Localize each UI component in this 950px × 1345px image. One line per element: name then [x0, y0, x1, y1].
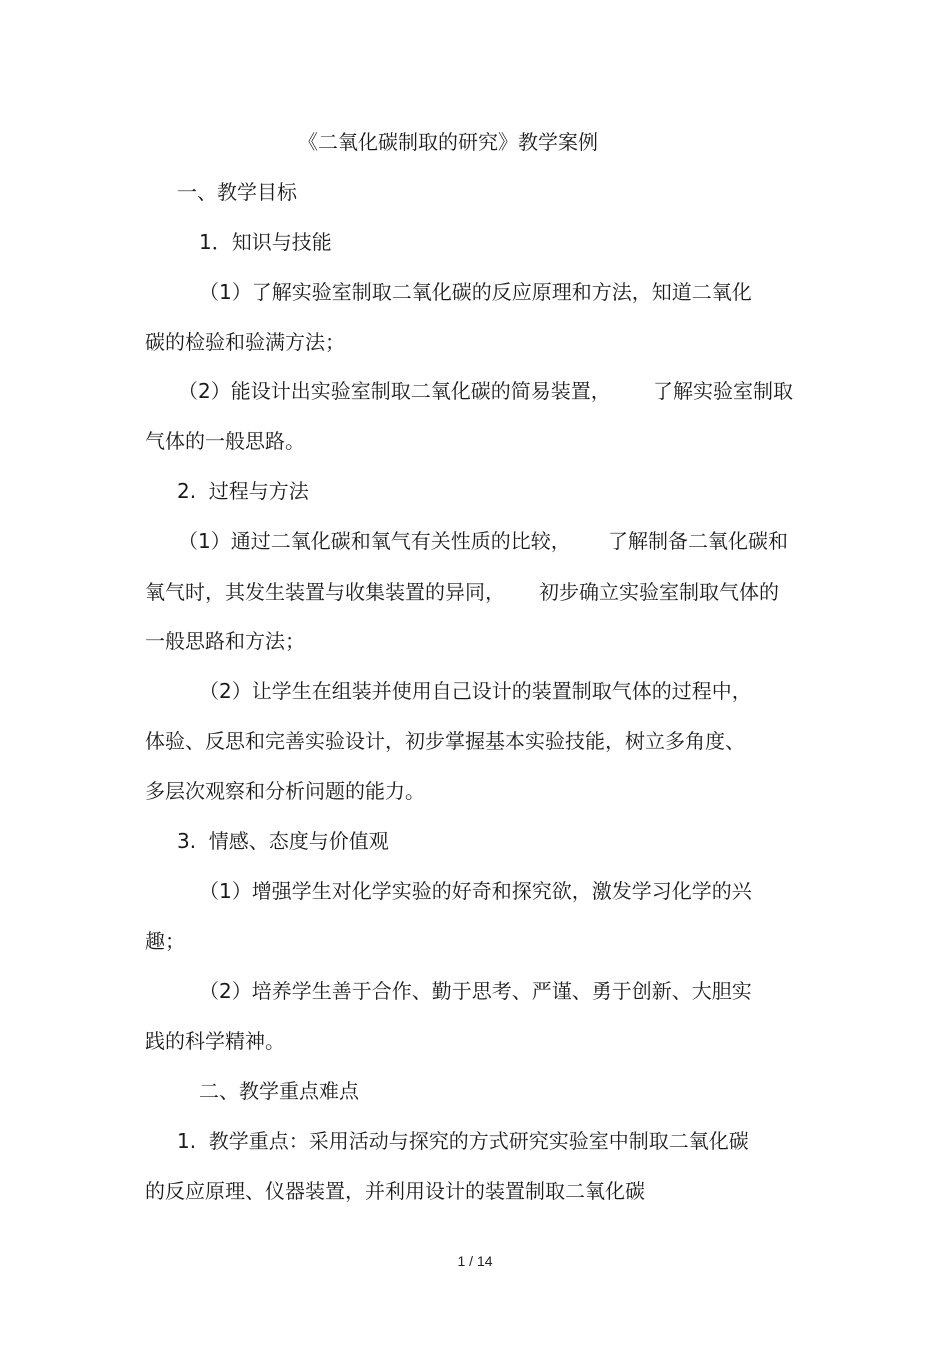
- paragraph-line: （1）通过二氧化碳和氧气有关性质的比较，: [178, 529, 571, 553]
- paragraph-line: 了解制备二氧化碳和: [608, 529, 788, 553]
- paragraph-line: 氧气时，其发生装置与收集装置的异同，: [145, 580, 505, 604]
- paragraph-line: 气体的一般思路。: [145, 429, 305, 453]
- subsection-heading: 1．知识与技能: [199, 230, 332, 254]
- paragraph-line: （2）让学生在组装并使用自己设计的装置制取气体的过程中，: [199, 679, 752, 703]
- paragraph-line: （1）增强学生对化学实验的好奇和探究欲，激发学习化学的兴: [199, 879, 752, 903]
- section-heading: 二、教学重点难点: [199, 1079, 359, 1103]
- subsection-heading: 2. 过程与方法: [177, 479, 309, 503]
- paragraph-line: 初步确立实验室制取气体的: [539, 580, 779, 604]
- paragraph-line: 多层次观察和分析问题的能力。: [145, 779, 425, 803]
- page-number: 1 / 14: [457, 1253, 493, 1269]
- paragraph-line: （2）能设计出实验室制取二氧化碳的简易装置，: [178, 379, 611, 403]
- subsection-heading: 3. 情感、态度与价值观: [177, 829, 389, 853]
- page-title: 《二氧化碳制取的研究》教学案例: [298, 130, 598, 154]
- paragraph-line: 践的科学精神。: [145, 1029, 285, 1053]
- paragraph-line: 体验、反思和完善实验设计，初步掌握基本实验技能，树立多角度、: [145, 729, 745, 753]
- section-heading: 一、教学目标: [177, 180, 297, 204]
- paragraph-line: 一般思路和方法；: [145, 629, 305, 653]
- paragraph-line: （1）了解实验室制取二氧化碳的反应原理和方法，知道二氧化: [199, 280, 752, 304]
- paragraph-line: （2）培养学生善于合作、勤于思考、严谨、勇于创新、大胆实: [199, 979, 752, 1003]
- paragraph-line: 的反应原理、仪器装置，并利用设计的装置制取二氧化碳: [145, 1179, 645, 1203]
- paragraph-line: 碳的检验和验满方法；: [145, 330, 345, 354]
- paragraph-line: 1. 教学重点：采用活动与探究的方式研究实验室中制取二氧化碳: [177, 1129, 749, 1153]
- paragraph-line: 了解实验室制取: [653, 379, 793, 403]
- paragraph-line: 趣；: [145, 929, 185, 953]
